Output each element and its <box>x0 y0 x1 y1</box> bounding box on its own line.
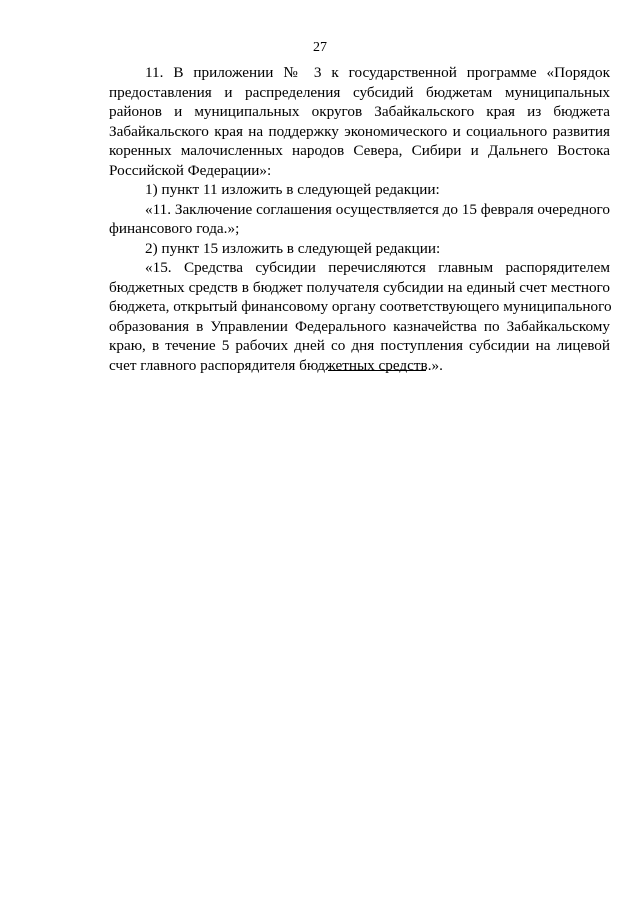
paragraph-item-1: 1) пункт 11 изложить в следующей редакции: <box>145 181 440 198</box>
text-line: Российской Федерации»: <box>109 161 272 179</box>
text-line: счет главного распорядителя бюджетных средств.». <box>109 356 443 374</box>
text-line: коренных малочисленных народов Севера, Сибири и Дальнего Востока <box>109 142 610 159</box>
text-line: предоставления и распределения субсидий бюджетам муниципальных <box>109 83 610 101</box>
paragraph-item-2: 2) пункт 15 изложить в следующей редакции: <box>145 239 441 257</box>
paragraph-item-15-text <box>109 258 610 375</box>
text-line: 11. В приложении № 3 к государственной программе «Порядок <box>145 64 610 81</box>
text-line: районов и муниципальных округов Забайкальского края из бюджета <box>109 103 610 120</box>
text-line: образования в Управлении Федерального казначейства по Забайкальскому <box>109 317 610 335</box>
text-line: Забайкальского края на поддержку экономического и социального развития <box>109 122 610 140</box>
page-number: 27 <box>313 40 327 55</box>
document-body <box>109 63 610 375</box>
text-line: финансового года.»; <box>109 220 240 237</box>
text-line: бюджетных средств в бюджет получателя субсидии на единый счет местного <box>109 278 610 296</box>
paragraph-amendment-intro <box>109 63 610 180</box>
end-divider <box>328 370 426 371</box>
paragraph-item-11-text <box>109 200 610 239</box>
text-line: бюджета, открытый финансовому органу соответствующего муниципального <box>109 298 612 315</box>
text-line: краю, в течение 5 рабочих дней со дня поступления субсидии на лицевой <box>109 337 610 354</box>
text-line: «15. Средства субсидии перечисляются главным распорядителем <box>145 259 610 276</box>
text-line: «11. Заключение соглашения осуществляется до 15 февраля очередного <box>145 200 610 218</box>
